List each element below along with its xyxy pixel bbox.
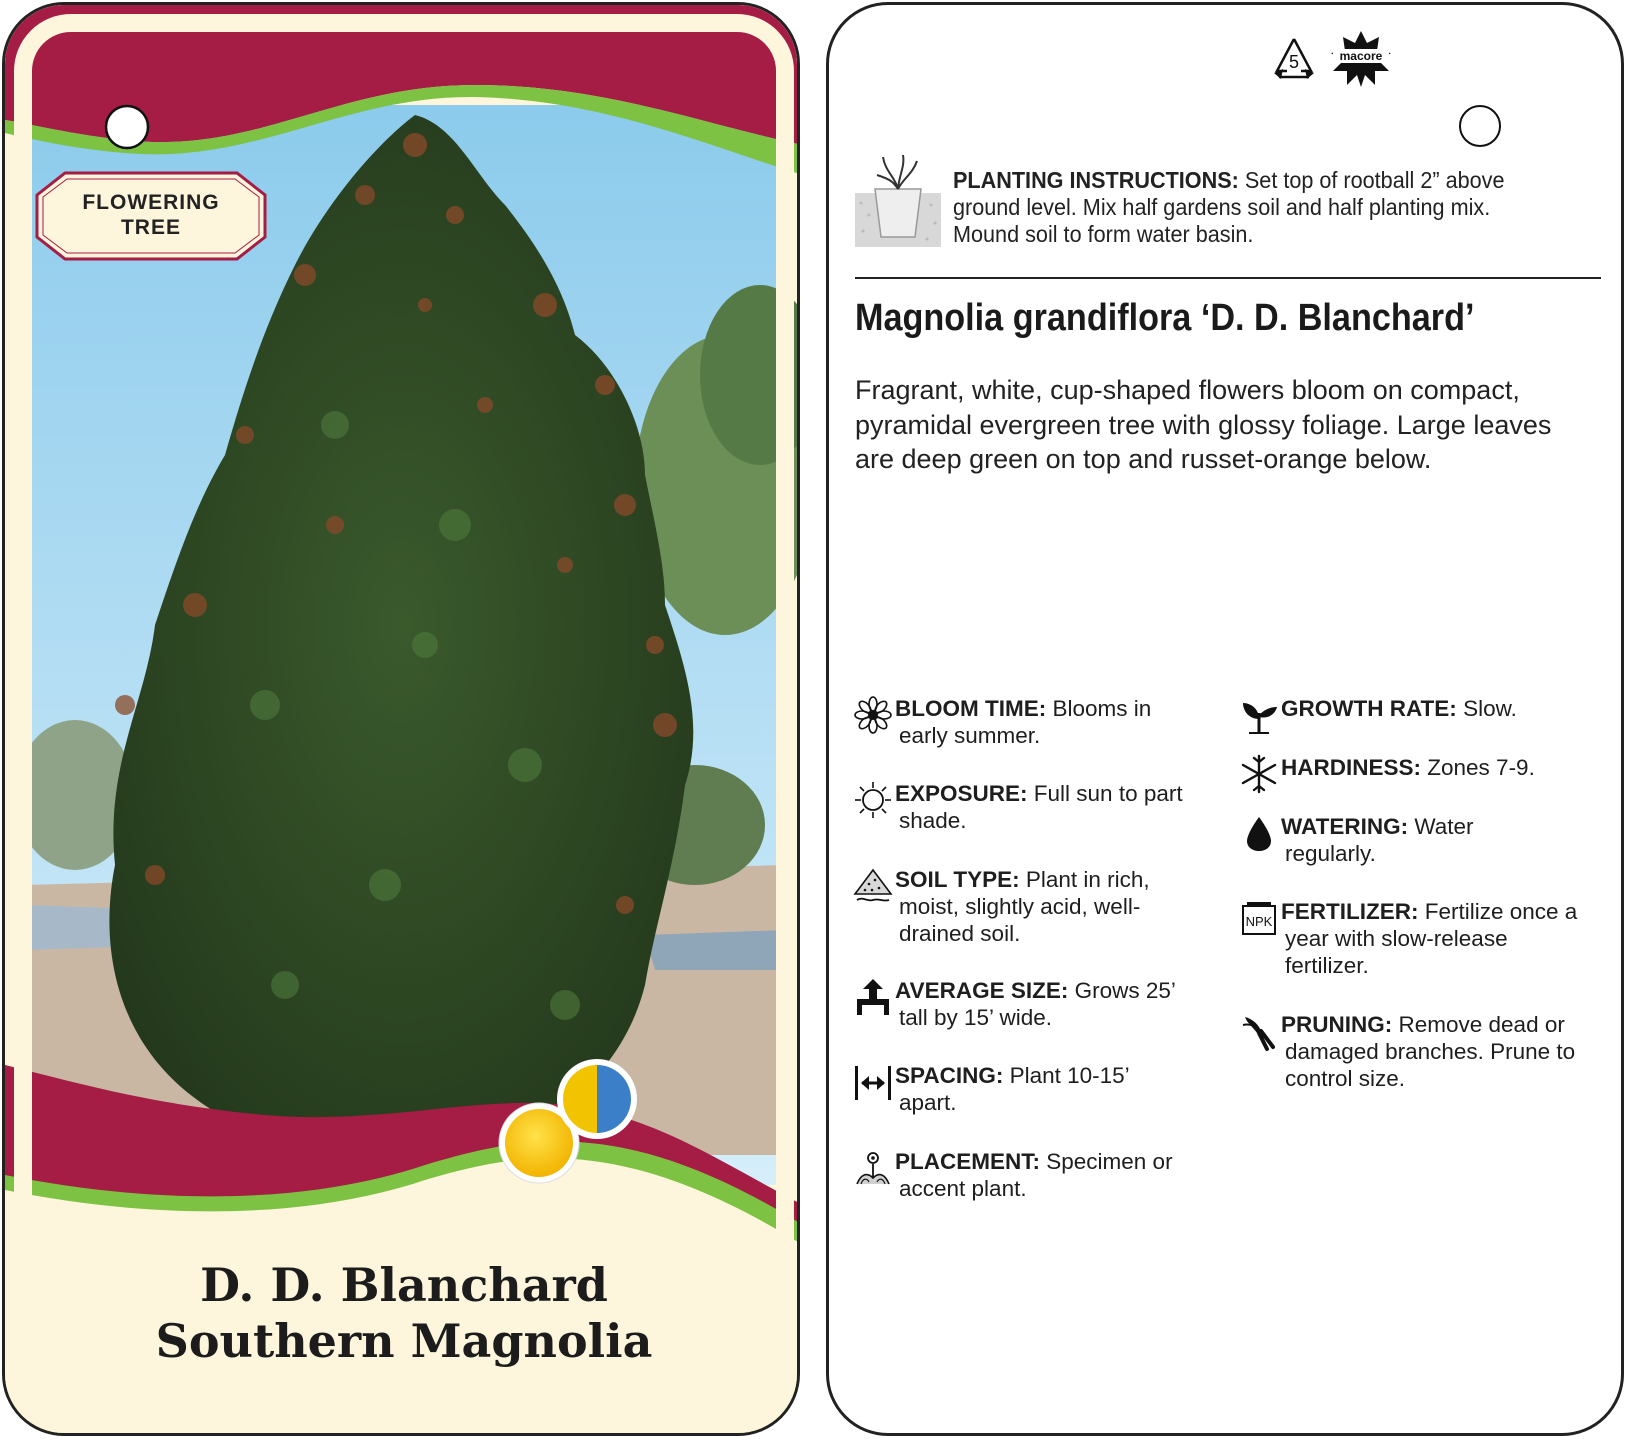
exposure-value: Full sun to part [1027, 781, 1183, 806]
watering-value: Water [1408, 814, 1474, 839]
plant-description: Fragrant, white, cup-shaped flowers bloom on compact, pyramidal evergreen tree with glossy foliage. Large leaves are deep green on top and russet-orange below. [855, 375, 1552, 474]
macore-text: macore [1339, 49, 1383, 63]
fertilizer-value-2: year with slow-release fertilizer. [1285, 926, 1508, 978]
placement-key: PLACEMENT: [895, 1149, 1040, 1174]
soil-type-value: Plant in rich, [1019, 867, 1150, 892]
part-shade-icon [557, 1059, 637, 1139]
pruning-value: Remove dead or [1392, 1012, 1565, 1037]
hardiness-key: HARDINESS: [1281, 755, 1422, 780]
placement-value-2: accent plant. [899, 1176, 1027, 1201]
placement-value: Specimen or [1040, 1149, 1173, 1174]
fertilizer-value: Fertilize once a [1418, 899, 1578, 924]
badge-line-2: TREE [120, 216, 181, 239]
planting-label: PLANTING INSTRUCTIONS: [953, 167, 1239, 193]
soil-type-key: SOIL TYPE: [895, 867, 1020, 892]
bloom-time-key: BLOOM TIME: [895, 696, 1047, 721]
planting-instructions [953, 167, 1555, 248]
recycle-icon [1269, 35, 1319, 83]
pruners-icon [1239, 1011, 1279, 1051]
average-size-value: Grows 25’ [1068, 978, 1176, 1003]
divider [855, 277, 1601, 279]
pruning-value-2: damaged branches. Prune to control size. [1285, 1039, 1576, 1091]
botanical-name: Magnolia grandiflora ‘D. D. Blanchard’ [855, 297, 1475, 339]
average-size-key: AVERAGE SIZE: [895, 978, 1069, 1003]
planting-icon [855, 153, 941, 249]
hardiness-value: Zones 7-9. [1421, 755, 1535, 780]
badge-line-1: FLOWERING [82, 191, 220, 214]
planting-text: Set top of rootball 2” above ground level. Mix half gardens soil and half planting mix. Mound soil to form water basin. [953, 167, 1505, 247]
recycle-number: 5 [1288, 52, 1300, 72]
sun-icon [853, 780, 893, 820]
pruning-key: PRUNING: [1281, 1012, 1393, 1037]
exposure-value-2: shade. [899, 808, 967, 833]
growth-rate-key: GROWTH RATE: [1281, 696, 1457, 721]
npk-text: NPK [1245, 914, 1273, 929]
spacing-value: Plant 10-15’ [1003, 1063, 1130, 1088]
water-drop-icon [1239, 813, 1279, 853]
exposure-key: EXPOSURE: [895, 781, 1028, 806]
placement-icon [853, 1148, 893, 1188]
growth-rate-value: Slow. [1456, 696, 1517, 721]
watering-key: WATERING: [1281, 814, 1409, 839]
category-badge [37, 173, 265, 257]
bloom-time-value: Blooms in [1046, 696, 1152, 721]
npk-icon [1239, 898, 1279, 938]
back-tag [826, 2, 1624, 1436]
height-icon [853, 977, 893, 1017]
watering-value-2: regularly. [1285, 841, 1376, 866]
front-tag [2, 2, 800, 1436]
common-name-line-2: Southern Magnolia [155, 1314, 653, 1368]
flower-icon [853, 695, 893, 735]
snowflake-icon [1239, 754, 1279, 794]
soil-icon [853, 866, 893, 906]
soil-type-value-2: moist, slightly acid, well-drained soil. [899, 894, 1141, 946]
macore-logo [1329, 29, 1393, 89]
hang-hole [1459, 105, 1501, 147]
spacing-icon [853, 1062, 893, 1102]
spacing-key: SPACING: [895, 1063, 1004, 1088]
bloom-time-value-2: early summer. [899, 723, 1041, 748]
fertilizer-key: FERTILIZER: [1281, 899, 1419, 924]
common-name-line-1: D. D. Blanchard [200, 1258, 608, 1312]
common-name [5, 1257, 800, 1369]
spacing-value-2: apart. [899, 1090, 957, 1115]
sprout-icon [1239, 695, 1279, 735]
average-size-value-2: tall by 15’ wide. [899, 1005, 1052, 1030]
